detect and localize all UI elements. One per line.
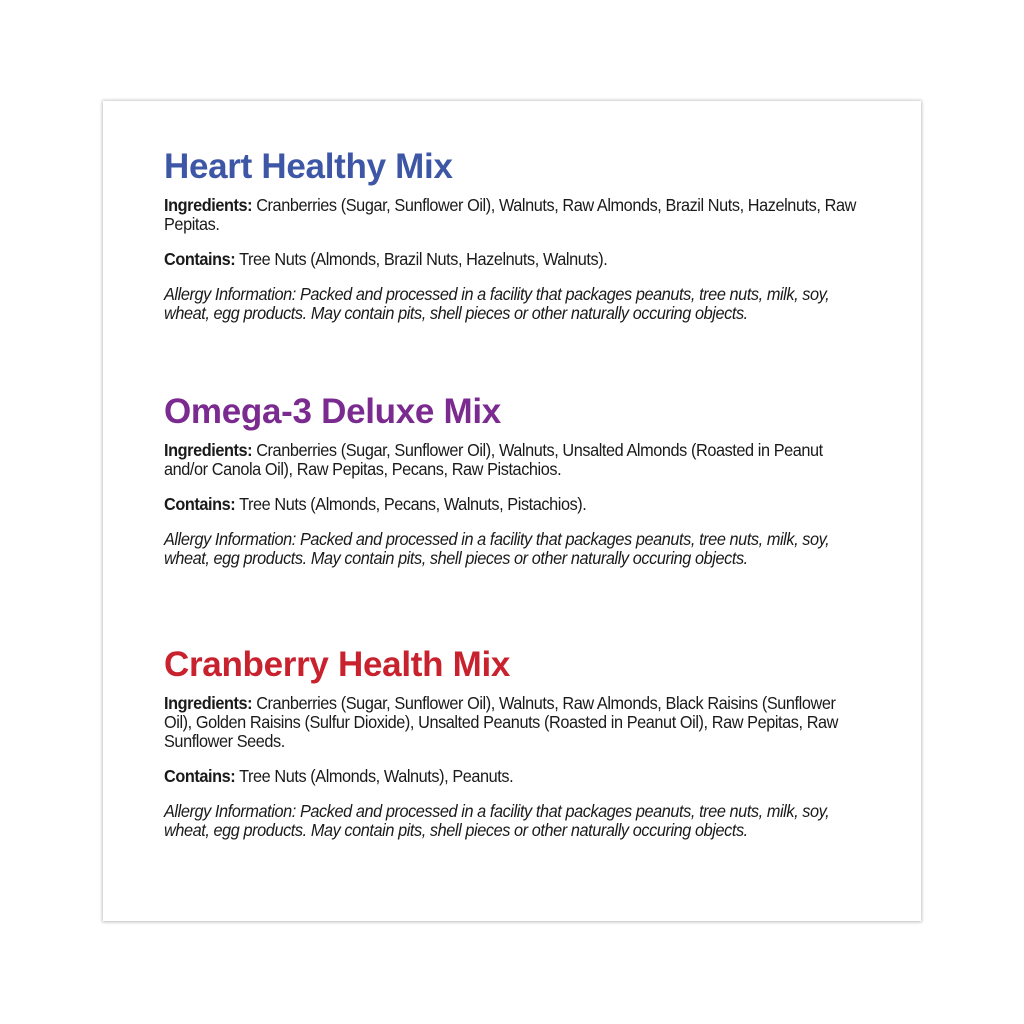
contains-paragraph (164, 767, 863, 786)
contains-text: Tree Nuts (Almonds, Pecans, Walnuts, Pistachios). (235, 494, 587, 514)
contains-text: Tree Nuts (Almonds, Brazil Nuts, Hazelnuts, Walnuts). (235, 249, 608, 269)
heart-healthy-mix-section (164, 145, 864, 335)
ingredients-text: Cranberries (Sugar, Sunflower Oil), Walnuts, Unsalted Almonds (Roasted in Peanut and/or Canola Oil), Raw Pepitas, Pecans, Raw Pistachios. (164, 440, 823, 479)
contains-paragraph (164, 495, 863, 514)
contains-label: Contains: (164, 494, 236, 514)
allergy-information: Allergy Information: Packed and processed in a facility that packages peanuts, tree nuts, milk, soy, wheat, egg products. May contain pits, shell pieces or other naturally occuring objects. (164, 801, 830, 840)
contains-label: Contains: (164, 766, 236, 786)
contains-text: Tree Nuts (Almonds, Walnuts), Peanuts. (235, 766, 514, 786)
section-title: Omega-3 Deluxe Mix (164, 392, 501, 431)
product-info-card (103, 101, 921, 921)
contains-paragraph (164, 250, 863, 269)
allergy-information: Allergy Information: Packed and processed in a facility that packages peanuts, tree nuts, milk, soy, wheat, egg products. May contain pits, shell pieces or other naturally occuring objects. (164, 284, 830, 323)
ingredients-label: Ingredients: (164, 440, 253, 460)
ingredients-paragraph (164, 441, 863, 479)
allergy-information: Allergy Information: Packed and processed in a facility that packages peanuts, tree nuts, milk, soy, wheat, egg products. May contain pits, shell pieces or other naturally occuring objects. (164, 529, 830, 568)
cranberry-health-mix-section (164, 643, 864, 852)
section-title: Cranberry Health Mix (164, 645, 511, 684)
ingredients-text: Cranberries (Sugar, Sunflower Oil), Walnuts, Raw Almonds, Black Raisins (Sunflower Oil), Golden Raisins (Sulfur Dioxide), Unsalted Peanuts (Roasted in Peanut Oil), Raw Pepitas, Raw Sunflower Seeds. (164, 693, 839, 751)
omega-3-deluxe-mix-section (164, 390, 864, 580)
contains-label: Contains: (164, 249, 236, 269)
section-title: Heart Healthy Mix (164, 147, 453, 186)
ingredients-paragraph (164, 196, 863, 234)
ingredients-label: Ingredients: (164, 693, 253, 713)
ingredients-paragraph (164, 694, 863, 751)
ingredients-text: Cranberries (Sugar, Sunflower Oil), Walnuts, Raw Almonds, Brazil Nuts, Hazelnuts, Raw Pepitas. (164, 195, 856, 234)
ingredients-label: Ingredients: (164, 195, 253, 215)
